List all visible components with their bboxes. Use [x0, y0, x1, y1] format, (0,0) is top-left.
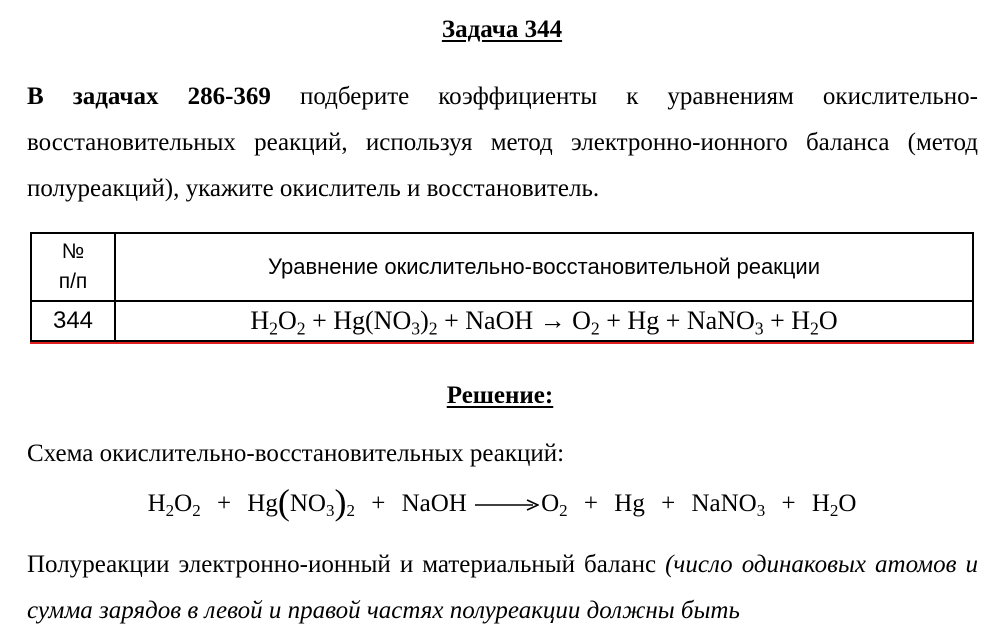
solution-title: Решение: [446, 382, 554, 409]
header-eq-cell: Уравнение окислительно-восстановительной реакции [115, 233, 973, 301]
half-reactions-text [27, 542, 978, 634]
header-num-cell [31, 233, 115, 301]
header-num-line2: п/п [58, 270, 88, 293]
task-intro [27, 74, 978, 212]
header-num-line1: № [61, 240, 85, 263]
intro-bold: В задачах 286-369 [27, 83, 271, 110]
task-title: Задача 344 [441, 16, 563, 43]
long-arrow-icon [475, 498, 539, 512]
half-text: Полуреакции электронно-ионный и материальный баланс [27, 551, 666, 578]
task-table [30, 232, 974, 342]
table-row [31, 301, 973, 341]
table-header-row [31, 233, 973, 301]
scheme-equation: $H_2O_2 + Hg(NO_3)_2$ + NaOH $O_2 + Hg$ + NaNO$_3$ + $H_2O$ [147, 482, 857, 522]
intro-text: подберите коэффициенты к уравнениям окислительно-восстановительных реакций, используя метод электронно-ионного баланса (метод полуреакций), укажите окислитель и восстановитель. [27, 83, 979, 202]
red-underline [30, 342, 974, 344]
half-italic: (число одинаковых атомов и сумма зарядов в левой и правой частях полуреакции должны быть [27, 551, 978, 624]
row-num-cell: 344 [31, 301, 115, 341]
scheme-label: Схема окислительно-восстановительных реакций: [27, 440, 565, 467]
row-equation: $H_2O_2 + Hg(NO_3)_2$ + NaOH → $O_2 + Hg$ + NaNO$_3$ + $H_2O$ [115, 301, 973, 341]
